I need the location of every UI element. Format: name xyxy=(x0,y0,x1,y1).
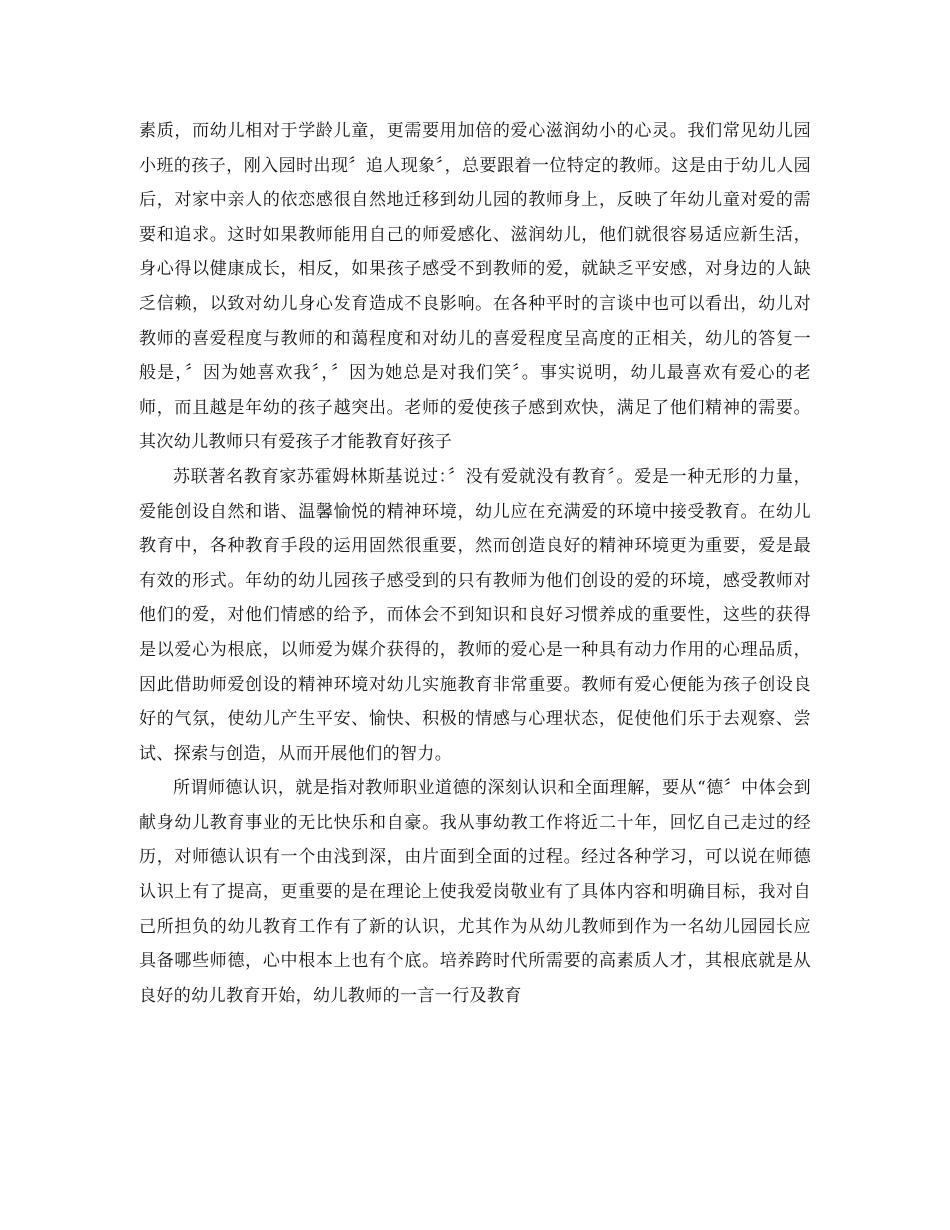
paragraph-3: 所谓师德认识，就是指对教师职业道德的深刻认识和全面理解，要从“德〞中体会到献身幼儿教育事业的无比快乐和自豪。我从事幼教工作将近二十年，回忆自己走过的经历，对师德认识有一个由浅到深，由片面到全面的过程。经过各种学习，可以说在师德认识上有了提高，更重要的是在理论上使我爱岗敬业有了具体内容和明确目标，我对自己所担负的幼儿教育工作有了新的认识，尤其作为从幼儿教师到作为一名幼儿园园长应具备哪些师德，心中根本上也有个底。培养跨时代所需要的高素质人才，其根底就是从良好的幼儿教育开始，幼儿教师的一言一行及教育 xyxy=(139,778,811,1006)
paragraph-2: 苏联著名教育家苏霍姆林斯基说过：〞没有爱就没有教育〞。爱是一种无形的力量，爱能创设自然和谐、温馨愉悦的精神环境，幼儿应在充满爱的环境中接受教育。在幼儿教育中，各种教育手段的运用固然很重要，然而创造良好的精神环境更为重要，爱是最有效的形式。年幼的幼儿园孩子感受到的只有教师为他们创设的爱的环境，感受教师对他们的爱，对他们情感的给予，而体会不到知识和良好习惯养成的重要性，这些的获得是以爱心为根底，以师爱为媒介获得的，教师的爱心是一种具有动力作用的心理品质，因此借助师爱创设的精神环境对幼儿实施教育非常重要。教师有爱心便能为孩子创设良好的气氛，使幼儿产生平安、愉快、积极的情感与心理状态，促使他们乐于去观察、尝试、探索与创造，从而开展他们的智力。 xyxy=(139,466,811,764)
document-body xyxy=(139,114,817,1013)
paragraph-1: 素质，而幼儿相对于学龄儿童，更需要用加倍的爱心滋润幼小的心灵。我们常见幼儿园小班的孩子，刚入园时出现〞追人现象〞，总要跟着一位特定的教师。这是由于幼儿人园后，对家中亲人的依恋感很自然地迁移到幼儿园的教师身上，反映了年幼儿童对爱的需要和追求。这时如果教师能用自己的师爱感化、滋润幼儿，他们就很容易适应新生活，身心得以健康成长，相反，如果孩子感受不到教师的爱，就缺乏平安感，对身边的人缺乏信赖，以致对幼儿身心发育造成不良影响。在各种平时的言谈中也可以看出，幼儿对教师的喜爱程度与教师的和蔼程度和对幼儿的喜爱程度呈高度的正相关，幼儿的答复一般是，〞因为她喜欢我〞，〞因为她总是对我们笑〞。事实说明，幼儿最喜欢有爱心的老师，而且越是年幼的孩子越突出。老师的爱使孩子感到欢快，满足了他们精神的需要。 其次幼儿教师只有爱孩子才能教育好孩子 xyxy=(139,121,817,453)
